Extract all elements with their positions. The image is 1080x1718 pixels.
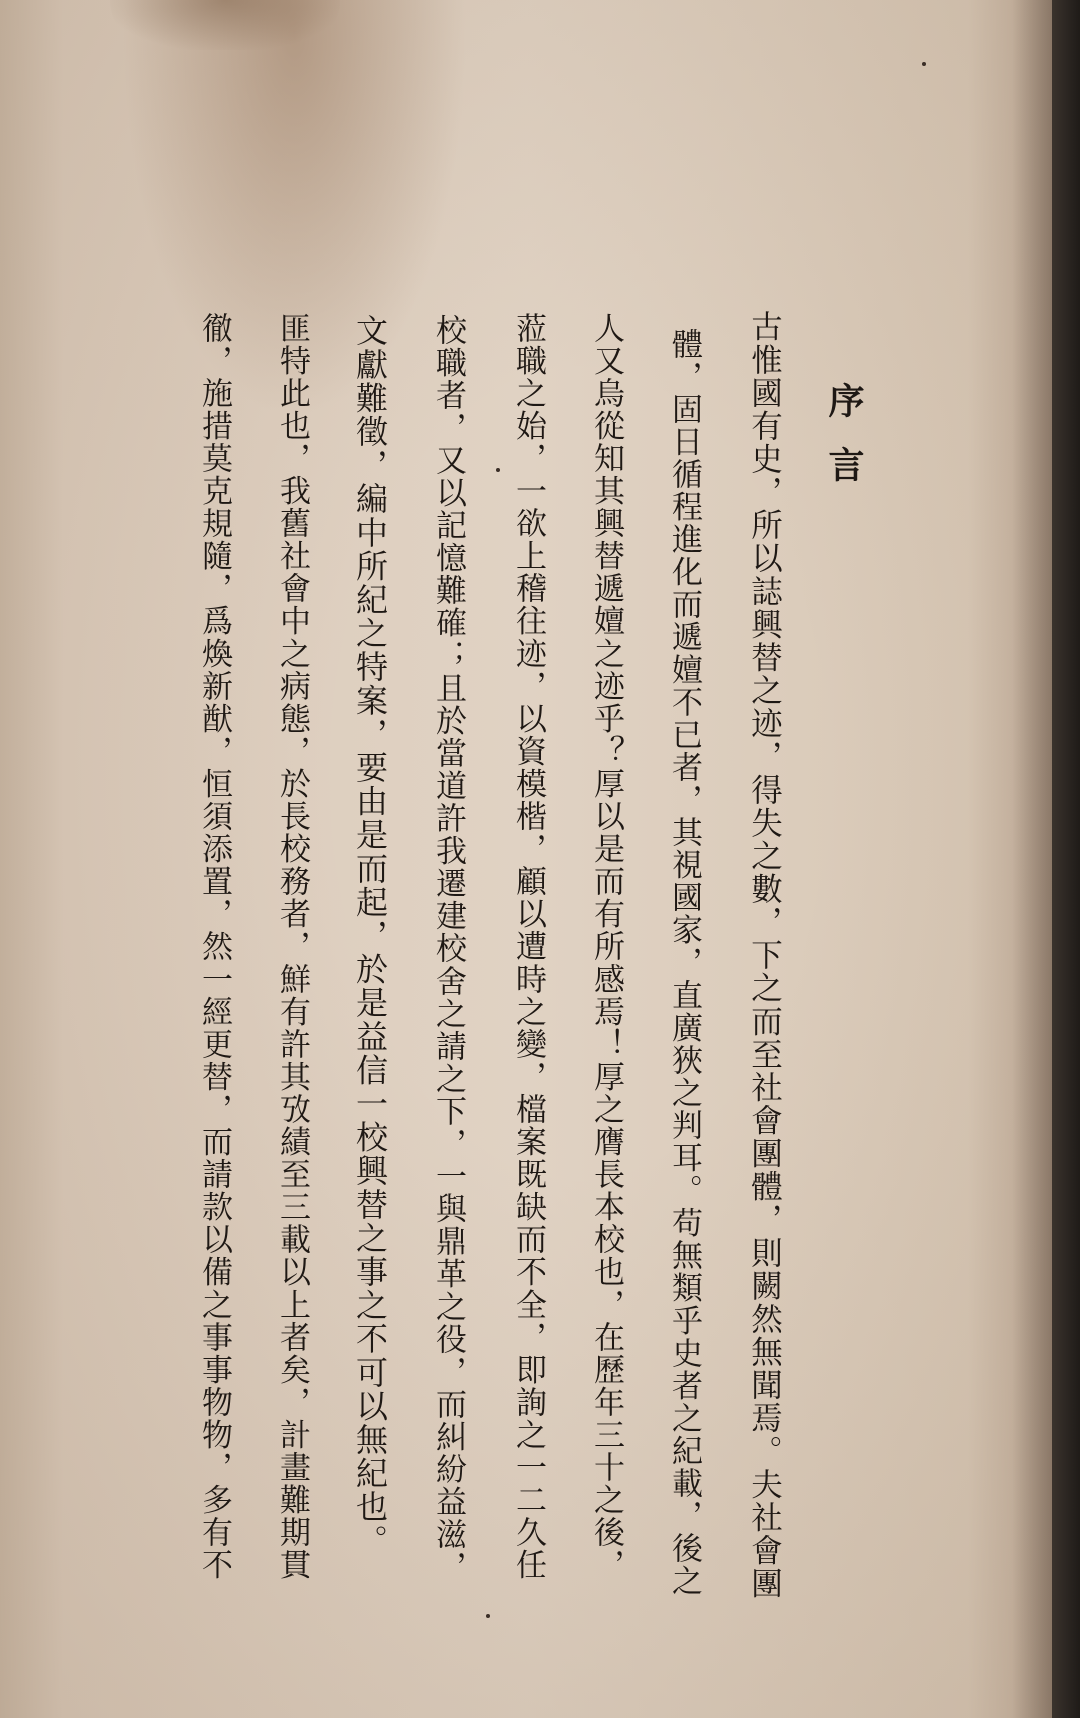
text-column-4: 蒞職之始，一欲上稽往迹，以資模楷，顧以遭時之變，檔案既缺而不全，即詢之一二久任: [510, 312, 546, 1582]
paper-speck: [496, 468, 500, 472]
water-stain: [110, 0, 340, 50]
text-column-8: 徹，施措莫克規隨，爲煥新猷，恒須添置，然一經更替，而請款以備之事事物物，多有不: [196, 312, 232, 1582]
paper-speck: [486, 1614, 490, 1618]
text-column-1: 古惟國有史，所以誌興替之迹，得失之數，下之而至社會團體，則闕然無聞焉。夫社會團: [746, 310, 783, 1600]
preface-heading: 序言: [823, 382, 865, 510]
book-spine-shadow: [1052, 0, 1080, 1718]
paper-speck: [922, 62, 926, 66]
text-column-6: 文獻難徵，編中所紀之特案，要由是而起，於是益信一校興替之事之不可以無紀也。: [351, 314, 389, 1558]
text-column-3: 人又烏從知其興替遞嬗之迹乎？厚以是而有所感焉！厚之膺長本校也，在歷年三十之後，: [588, 312, 624, 1582]
text-column-7: 匪特此也，我舊社會中之病態，於長校務者，鮮有許其攷績至三載以上者矣，計畫難期貫: [274, 312, 310, 1582]
text-column-5: 校職者，又以記憶難確；且於當道許我遷建校舍之請之下，一與鼎革之役，而糾紛益滋，: [430, 314, 466, 1584]
text-column-2: 體，固日循程進化而遞嬗不已者，其視國家，直廣狹之判耳。苟無類乎史者之紀載，後之: [666, 328, 702, 1598]
